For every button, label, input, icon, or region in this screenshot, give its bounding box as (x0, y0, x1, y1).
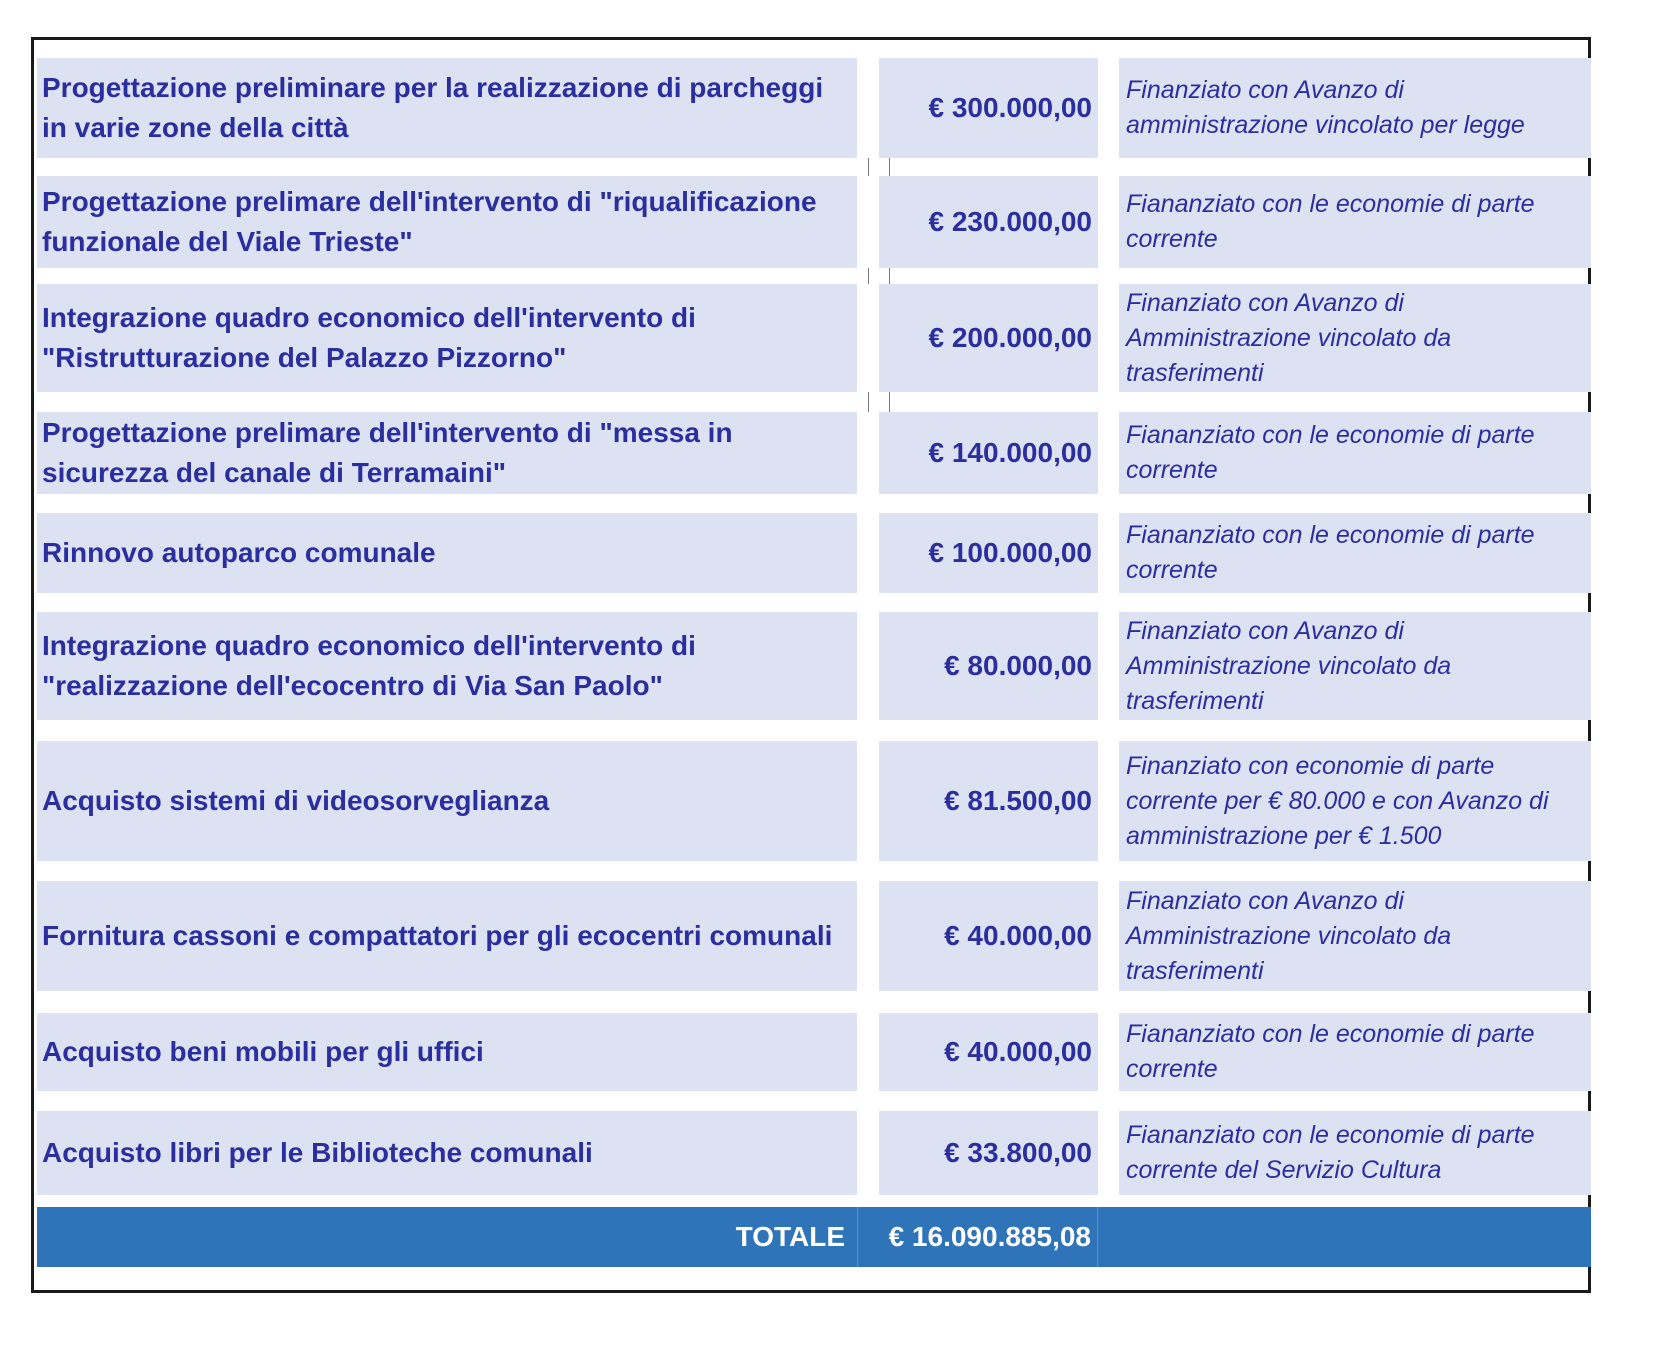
row-amount: € 300.000,00 (879, 58, 1098, 158)
table-row (37, 612, 1591, 720)
row-separator (37, 991, 1591, 1013)
funding-table (31, 37, 1591, 1293)
row-funding-note: Fiananziato con le economie di parte corrente (1119, 513, 1591, 593)
row-separator (37, 268, 1591, 284)
row-description: Progettazione prelimare dell'intervento di "messa in sicurezza del canale di Terramaini" (37, 412, 857, 494)
row-funding-note: Finanziato con economie di parte corrente per € 80.000 e con Avanzo di amministrazione per € 1.500 (1119, 741, 1591, 861)
row-separator (37, 158, 1591, 176)
row-amount: € 81.500,00 (879, 741, 1098, 861)
table-row (37, 412, 1591, 494)
row-amount: € 80.000,00 (879, 612, 1098, 720)
row-separator (37, 494, 1591, 513)
total-row (37, 1207, 1591, 1267)
total-empty-cell (1098, 1207, 1591, 1267)
row-description: Fornitura cassoni e compattatori per gli ecocentri comunali (37, 881, 857, 991)
table-row (37, 284, 1591, 392)
row-description: Progettazione prelimare dell'intervento di "riqualificazione funzionale del Viale Trieste" (37, 176, 857, 268)
total-amount: € 16.090.885,08 (857, 1207, 1098, 1267)
row-amount: € 200.000,00 (879, 284, 1098, 392)
table-row (37, 1013, 1591, 1091)
row-amount: € 40.000,00 (879, 881, 1098, 991)
row-amount: € 140.000,00 (879, 412, 1098, 494)
row-funding-note: Fiananziato con le economie di parte corrente del Servizio Cultura (1119, 1111, 1591, 1195)
table-body (37, 58, 1591, 1267)
row-description: Rinnovo autoparco comunale (37, 513, 857, 593)
row-amount: € 100.000,00 (879, 513, 1098, 593)
row-separator (37, 1091, 1591, 1111)
row-funding-note: Finanziato con Avanzo di amministrazione vincolato per legge (1119, 58, 1591, 158)
row-description: Integrazione quadro economico dell'intervento di "Ristrutturazione del Palazzo Pizzorno" (37, 284, 857, 392)
row-funding-note: Fiananziato con le economie di parte corrente (1119, 1013, 1591, 1091)
row-amount: € 230.000,00 (879, 176, 1098, 268)
table-row (37, 58, 1591, 158)
row-description: Acquisto libri per le Biblioteche comunali (37, 1111, 857, 1195)
row-separator (37, 593, 1591, 612)
row-description: Integrazione quadro economico dell'intervento di "realizzazione dell'ecocentro di Via San Paolo" (37, 612, 857, 720)
row-description: Acquisto beni mobili per gli uffici (37, 1013, 857, 1091)
table-row (37, 513, 1591, 593)
table-row (37, 881, 1591, 991)
table-row (37, 1111, 1591, 1195)
row-separator (37, 861, 1591, 881)
row-funding-note: Finanziato con Avanzo di Amministrazione vincolato da trasferimenti (1119, 284, 1591, 392)
row-funding-note: Fiananziato con le economie di parte corrente (1119, 412, 1591, 494)
row-amount: € 33.800,00 (879, 1111, 1098, 1195)
row-separator (37, 720, 1591, 741)
row-separator (37, 392, 1591, 412)
total-label: TOTALE (735, 1221, 845, 1252)
row-funding-note: Finanziato con Avanzo di Amministrazione vincolato da trasferimenti (1119, 612, 1591, 720)
table-row (37, 741, 1591, 861)
row-description: Progettazione preliminare per la realizzazione di parcheggi in varie zone della città (37, 58, 857, 158)
row-description: Acquisto sistemi di videosorveglianza (37, 741, 857, 861)
row-amount: € 40.000,00 (879, 1013, 1098, 1091)
row-funding-note: Finanziato con Avanzo di Amministrazione vincolato da trasferimenti (1119, 881, 1591, 991)
row-funding-note: Fiananziato con le economie di parte corrente (1119, 176, 1591, 268)
table-row (37, 176, 1591, 268)
